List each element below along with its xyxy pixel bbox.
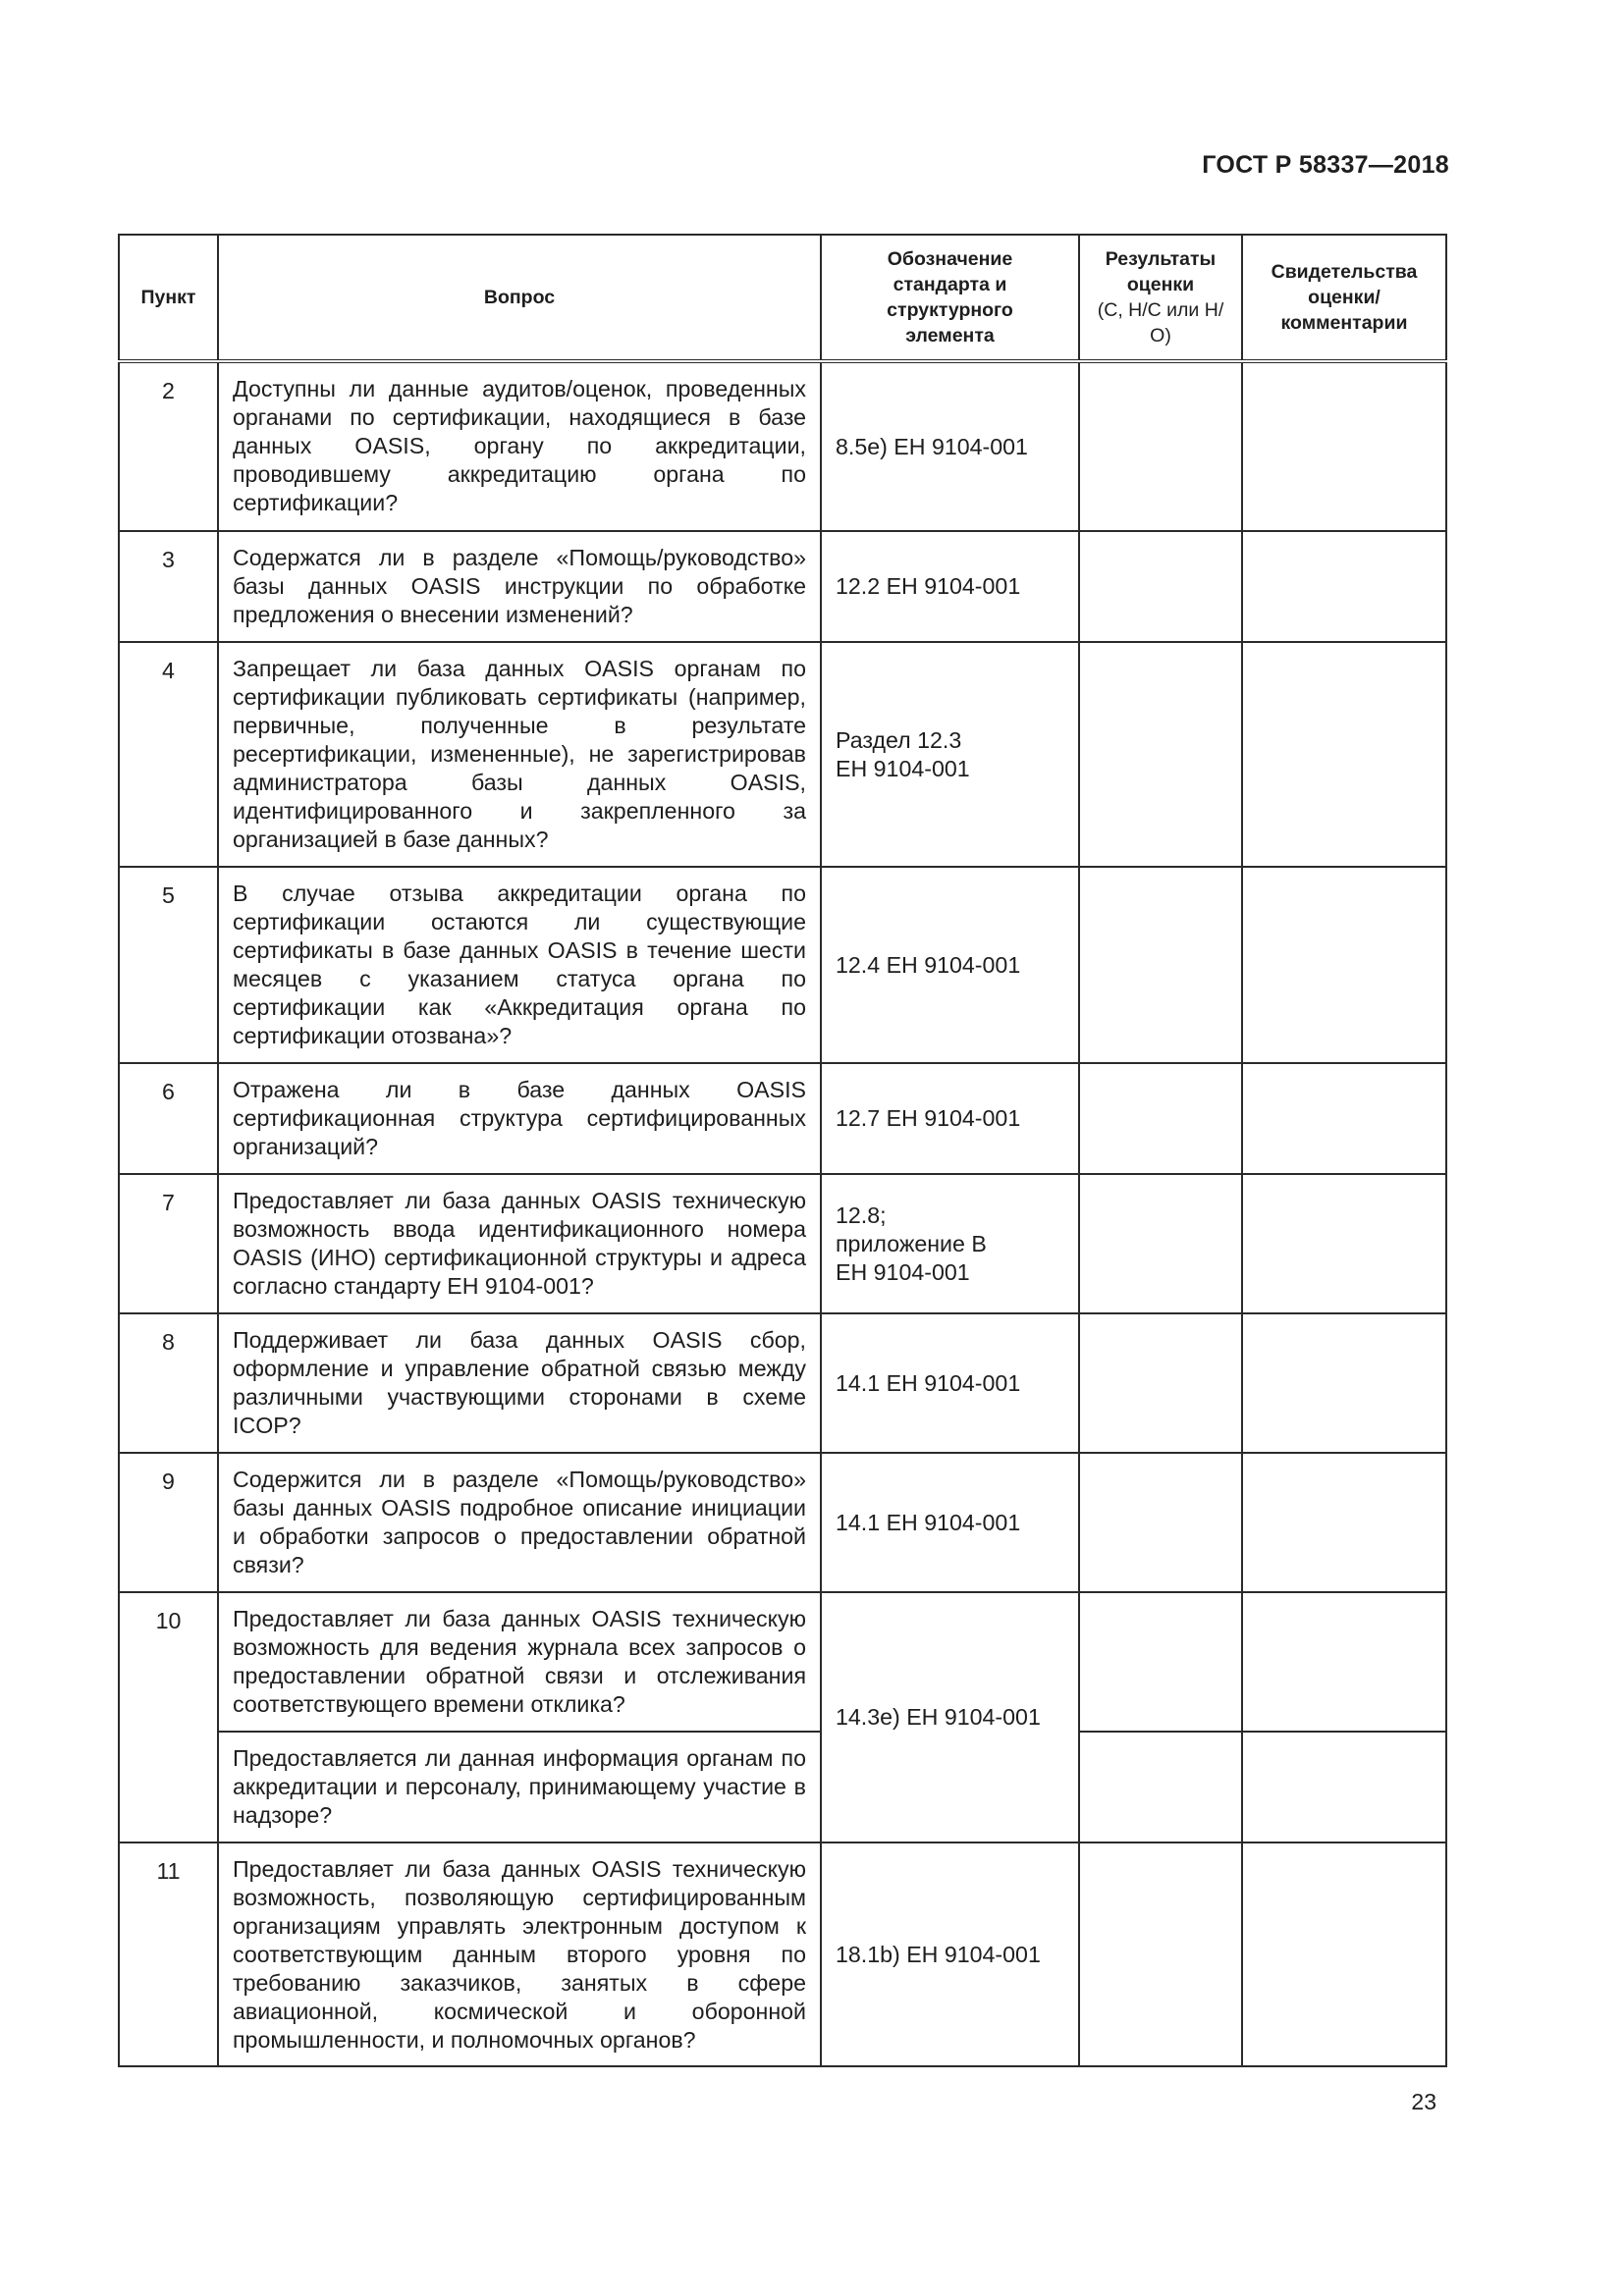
row-result-cell[interactable] bbox=[1079, 1453, 1242, 1592]
table-row bbox=[119, 361, 1446, 531]
table-row bbox=[119, 1453, 1446, 1592]
row-standard-line: приложение В bbox=[836, 1230, 987, 1256]
column-header-result-sub: (С, Н/С или Н/О) bbox=[1097, 299, 1224, 347]
table-row bbox=[119, 867, 1446, 1063]
column-header-evidence: Свидетельства оценки/ комментарии bbox=[1242, 235, 1446, 361]
row-item-number: 7 bbox=[119, 1174, 218, 1313]
row-result-cell[interactable] bbox=[1079, 1063, 1242, 1174]
column-header-item: Пункт bbox=[119, 235, 218, 361]
row-question: Поддерживает ли база данных OASIS сбор, оформление и управление обратной связью между различными участвующими сторонами в схеме ICOP? bbox=[218, 1313, 821, 1453]
row-evidence-cell[interactable] bbox=[1242, 1732, 1446, 1842]
row-item-number: 11 bbox=[119, 1842, 218, 2066]
row-question: Содержатся ли в разделе «Помощь/руководство» базы данных OASIS инструкции по обработке предложения о внесении изменений? bbox=[218, 531, 821, 642]
row-standard bbox=[821, 1174, 1079, 1313]
row-standard: 12.4 ЕН 9104-001 bbox=[821, 867, 1079, 1063]
row-item-number: 4 bbox=[119, 642, 218, 867]
row-item-number: 5 bbox=[119, 867, 218, 1063]
table-row bbox=[119, 1063, 1446, 1174]
row-result-cell[interactable] bbox=[1079, 1313, 1242, 1453]
table-row bbox=[119, 1313, 1446, 1453]
row-standard: 14.3е) ЕН 9104-001 bbox=[821, 1592, 1079, 1842]
table-row bbox=[119, 1592, 1446, 1732]
row-evidence-cell[interactable] bbox=[1242, 1063, 1446, 1174]
row-standard-line: Раздел 12.3 bbox=[836, 726, 962, 753]
assessment-table bbox=[118, 234, 1447, 2067]
table-row bbox=[119, 1842, 1446, 2066]
row-item-number: 3 bbox=[119, 531, 218, 642]
row-item-number: 10 bbox=[119, 1592, 218, 1842]
table-row bbox=[119, 1732, 1446, 1842]
row-evidence-cell[interactable] bbox=[1242, 1453, 1446, 1592]
document-code: ГОСТ Р 58337—2018 bbox=[1202, 151, 1449, 179]
table-row bbox=[119, 642, 1446, 867]
row-standard-line: ЕН 9104-001 bbox=[836, 755, 970, 781]
table-row bbox=[119, 1174, 1446, 1313]
table-header-row bbox=[119, 235, 1446, 361]
row-item-number: 8 bbox=[119, 1313, 218, 1453]
row-evidence-cell[interactable] bbox=[1242, 361, 1446, 531]
row-question: Запрещает ли база данных OASIS органам по сертификации публиковать сертификаты (например, первичные, полученные в результате ресертификации, измененные), не зарегистрировав администратора базы данных OASIS, идентифицированного и закрепленного за организацией в базе данных? bbox=[218, 642, 821, 867]
row-result-cell[interactable] bbox=[1079, 1592, 1242, 1732]
row-result-cell[interactable] bbox=[1079, 1174, 1242, 1313]
row-result-cell[interactable] bbox=[1079, 361, 1242, 531]
row-result-cell[interactable] bbox=[1079, 531, 1242, 642]
table-row bbox=[119, 531, 1446, 642]
row-standard: 14.1 ЕН 9104-001 bbox=[821, 1313, 1079, 1453]
row-question-sub: Предоставляется ли данная информация органам по аккредитации и персоналу, принимающему участие в надзоре? bbox=[218, 1732, 821, 1842]
row-evidence-cell[interactable] bbox=[1242, 1313, 1446, 1453]
row-result-cell[interactable] bbox=[1079, 1732, 1242, 1842]
row-evidence-cell[interactable] bbox=[1242, 1174, 1446, 1313]
row-result-cell[interactable] bbox=[1079, 642, 1242, 867]
row-question: Предоставляет ли база данных OASIS техническую возможность, позволяющую сертифицированным организациям управлять электронным доступом к соответствующим данным второго уровня по требованию заказчиков, занятых в сфере авиационной, космической и оборонной промышленности, и полномочных органов? bbox=[218, 1842, 821, 2066]
row-question: Отражена ли в базе данных OASIS сертификационная структура сертифицированных организаций? bbox=[218, 1063, 821, 1174]
row-question: В случае отзыва аккредитации органа по сертификации остаются ли существующие сертификаты в базе данных OASIS в течение шести месяцев с указанием статуса органа по сертификации как «Аккредитация органа по сертификации отозвана»? bbox=[218, 867, 821, 1063]
row-standard-line: 12.8; bbox=[836, 1201, 887, 1228]
row-item-number: 2 bbox=[119, 361, 218, 531]
row-question: Содержится ли в разделе «Помощь/руководство» базы данных OASIS подробное описание инициации и обработки запросов о предоставлении обратной связи? bbox=[218, 1453, 821, 1592]
row-evidence-cell[interactable] bbox=[1242, 1592, 1446, 1732]
row-item-number: 6 bbox=[119, 1063, 218, 1174]
row-item-number: 9 bbox=[119, 1453, 218, 1592]
row-standard bbox=[821, 642, 1079, 867]
row-evidence-cell[interactable] bbox=[1242, 867, 1446, 1063]
column-header-result-title: Результаты оценки bbox=[1105, 248, 1217, 295]
row-standard: 12.7 ЕН 9104-001 bbox=[821, 1063, 1079, 1174]
column-header-question: Вопрос bbox=[218, 235, 821, 361]
column-header-result bbox=[1079, 235, 1242, 361]
row-result-cell[interactable] bbox=[1079, 1842, 1242, 2066]
row-question: Предоставляет ли база данных OASIS техническую возможность ввода идентификационного номера OASIS (ИНО) сертификационной структуры и адреса согласно стандарту ЕН 9104-001? bbox=[218, 1174, 821, 1313]
row-evidence-cell[interactable] bbox=[1242, 531, 1446, 642]
row-standard: 8.5е) ЕН 9104-001 bbox=[821, 361, 1079, 531]
column-header-standard: Обозначение стандарта и структурного элемента bbox=[821, 235, 1079, 361]
page-number: 23 bbox=[1411, 2089, 1436, 2114]
row-standard: 14.1 ЕН 9104-001 bbox=[821, 1453, 1079, 1592]
row-question: Доступны ли данные аудитов/оценок, проведенных органами по сертификации, находящиеся в базе данных OASIS, органу по аккредитации, проводившему аккредитацию органа по сертификации? bbox=[218, 361, 821, 531]
row-question: Предоставляет ли база данных OASIS техническую возможность для ведения журнала всех запросов о предоставлении обратной связи и отслеживания соответствующего времени отклика? bbox=[218, 1592, 821, 1732]
row-evidence-cell[interactable] bbox=[1242, 1842, 1446, 2066]
row-evidence-cell[interactable] bbox=[1242, 642, 1446, 867]
row-standard: 12.2 ЕН 9104-001 bbox=[821, 531, 1079, 642]
row-result-cell[interactable] bbox=[1079, 867, 1242, 1063]
row-standard-line: ЕН 9104-001 bbox=[836, 1258, 970, 1285]
row-standard: 18.1b) ЕН 9104-001 bbox=[821, 1842, 1079, 2066]
